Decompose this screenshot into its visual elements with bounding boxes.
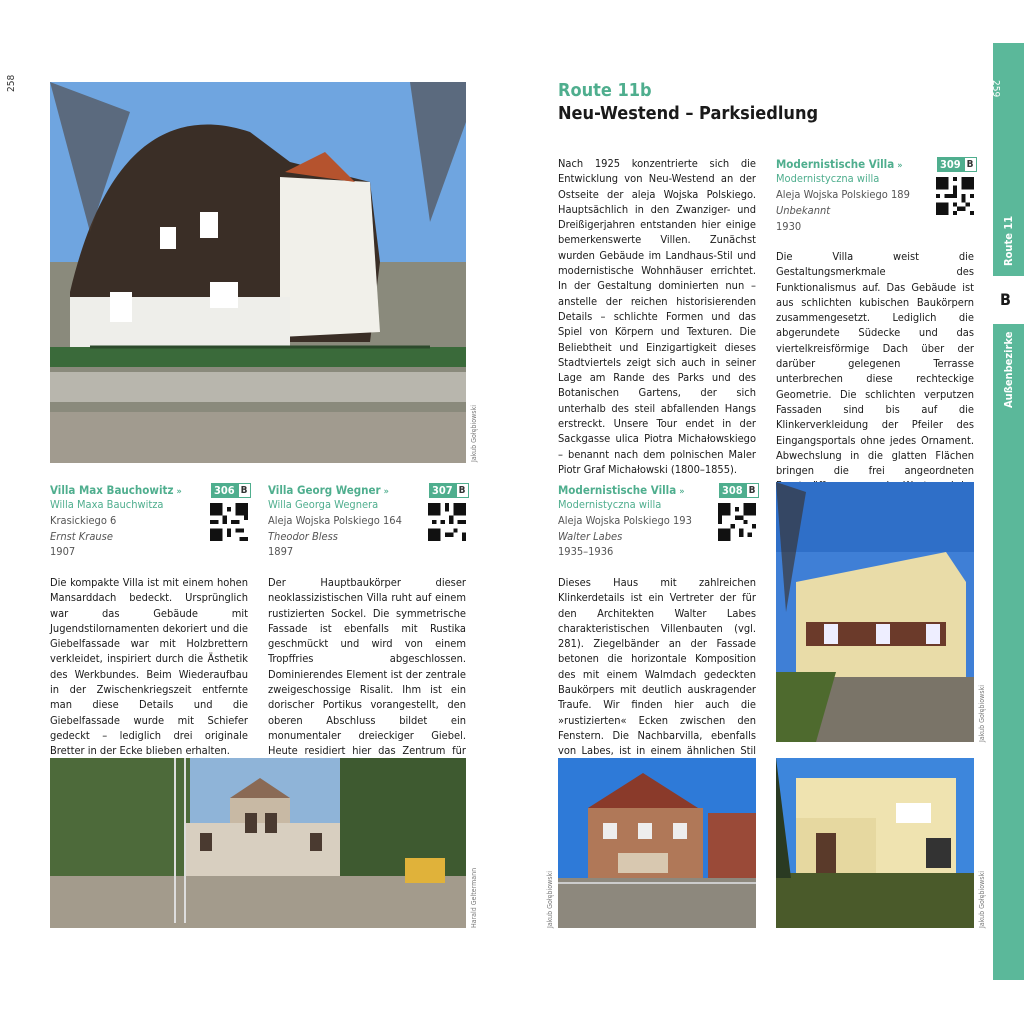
page-number-left: 258 [6, 74, 17, 92]
entry-306-text: Die kompakte Villa ist mit einem hohen Mansarddach bedeckt. Ursprünglich war das Gebäude mit Jugendstilornamenten dekoriert und die Giebelfassade war mit Holzbrettern verkleidet, inspiriert durch die Ästhetik des Werkbundes. Beim Wiederaufbau in der Zwischenkriegszeit entfernte man diese Details und die Giebelfassade wurde mit Schiefer gedeckt – lediglich drei originale Bretter in der Ecke blieben erhalten. [50, 576, 248, 758]
entry-306-year: 1907 [50, 545, 76, 558]
entry-309-architect: Unbekannt [776, 204, 831, 217]
entry-309-year: 1930 [776, 220, 802, 233]
entry-306-polish-name: Willa Maxa Bauchwitza [50, 498, 164, 511]
qr-code-icon[interactable] [718, 503, 756, 541]
entry-309-polish-name: Modernistyczna willa [776, 172, 880, 185]
entry-309-address: Aleja Wojska Polskiego 189 [776, 188, 910, 201]
intro-text: Nach 1925 konzentrierte sich die Entwicklung von Neu-Westend an der Ostseite der aleja Wojska Polskiego. Hauptsächlich in den Zwanziger- und Dreißigerjahren entstanden hier einige bemerkenswerte Villen. Zunächst wurden Gebäude im Landhaus-Stil und modernistische Wohnhäuser errichtet. In der Gestaltung dominierten nun – anstelle der reichen historisierenden Details – schlichte Formen und das Spiel von Körpern und Texturen. Die Beliebtheit und Einzigartigkeit dieses Stadtviertels zeigt sich auch in seiner Lage am Rande des Parks und des Botanischen Gartens, der sich unterhalb des steil abfallenden Hangs erstreckt. Unsere Tour endet in der Sackgasse ulica Piotra Michałowskiego – benannt nach dem polnischen Maler Piotr Graf Michałowski (1800–1855). [558, 157, 756, 476]
entry-309-number-badge: 309 B [937, 157, 977, 172]
photo-credit: Jakub Gołębiowski [546, 871, 554, 928]
qr-code-icon[interactable] [428, 503, 466, 541]
photo-neighbour-villa [558, 758, 756, 928]
section-side-tab[interactable] [993, 43, 1024, 980]
entry-306-title: Villa Max Bauchowitz » [50, 483, 182, 497]
qr-code-icon[interactable] [936, 177, 974, 215]
entry-306-address: Krasickiego 6 [50, 514, 117, 527]
entry-307-title: Villa Georg Wegner » [268, 483, 389, 497]
entry-307-text: Der Hauptbaukörper dieser neoklassizistischen Villa ruht auf einem rustizierten Sockel. Die symmetrische Fassade ist ebenfalls mit Rustika geschmückt und wird von einem Tropffries abgeschlossen. Dominierendes Element ist der zentrale zweigeschossige Risalit. Ihm ist ein dorischer Portikus vorangestellt, den oberen Abschluss bildet ein monumentaler dreieckiger Giebel. Heute residiert hier das Zentrum für [268, 576, 466, 758]
entry-309-text: Die Villa weist die Gestaltungsmerkmale des Funktionalismus auf. Das Gebäude ist aus schlichten kubischen Baukörpern zusammengesetzt. Lediglich die abgerundete Südecke und das viertelkreisförmige Dach über der darüber gelegenen Terrasse unterbrechen diese rechteckige Geometrie. Die schlichten verputzen Fassaden sind bis auf die Klinkerverkleidung der Pfeiler des Eingangsportals ohne jedes Ornament. Abwechslung in die glatten Flächen bringen die frei angeordneten [776, 250, 974, 478]
entry-308-title: Modernistische Villa » [558, 483, 685, 497]
photo-credit: Jakub Gołębiowski [470, 405, 478, 462]
entry-308-address: Aleja Wojska Polskiego 193 [558, 514, 692, 527]
entry-308-text: Dieses Haus mit zahlreichen Klinkerdetails ist ein Vertreter der für den Architekten Walter Labes charakteristischen Villenbauten (vgl. 281). Ziegelbänder an der Fassade betonen die horizontale Komposition des mit einem Walmdach gedeckten Baukörpers mit deutlich auskragender Traufe. Wir finden hier auch die »rustizierten« Ecken zwischen den Fenstern. Die Nachbarvilla, ebenfalls von Labes, ist in einem ähnlichen Stil [558, 576, 756, 758]
entry-306-number-badge: 306 B [211, 483, 251, 498]
side-tab-letter: B [1000, 290, 1011, 309]
photo-credit: Jakub Gołębiowski [978, 871, 986, 928]
entry-309-title: Modernistische Villa » [776, 157, 903, 171]
entry-308-number-badge: 308 B [719, 483, 759, 498]
side-tab-route-label: Route 11 [1002, 215, 1015, 266]
entry-306-architect: Ernst Krause [50, 530, 113, 543]
entry-307-year: 1897 [268, 545, 294, 558]
photo-modernist-villa-309 [776, 758, 974, 928]
photo-villa-wegner [50, 758, 466, 928]
route-title: Route 11b [558, 80, 652, 101]
qr-code-icon[interactable] [210, 503, 248, 541]
side-tab-section-label: Außenbezirke [1002, 331, 1015, 408]
entry-307-architect: Theodor Bless [268, 530, 338, 543]
entry-307-polish-name: Willa Georga Wegnera [268, 498, 379, 511]
entry-307-number-badge: 307 B [429, 483, 469, 498]
photo-credit: Jakub Gołębiowski [978, 685, 986, 742]
page-number-right: 259 [990, 80, 1001, 98]
photo-villa-bauchowitz [50, 82, 466, 463]
entry-308-architect: Walter Labes [558, 530, 623, 543]
entry-308-year: 1935–1936 [558, 545, 614, 558]
photo-credit: Harald Geltermann [470, 867, 478, 928]
route-subtitle: Neu-Westend – Parksiedlung [558, 103, 819, 124]
entry-308-polish-name: Modernistyczna willa [558, 498, 662, 511]
entry-307-address: Aleja Wojska Polskiego 164 [268, 514, 402, 527]
photo-modernist-villa-308 [776, 482, 974, 742]
